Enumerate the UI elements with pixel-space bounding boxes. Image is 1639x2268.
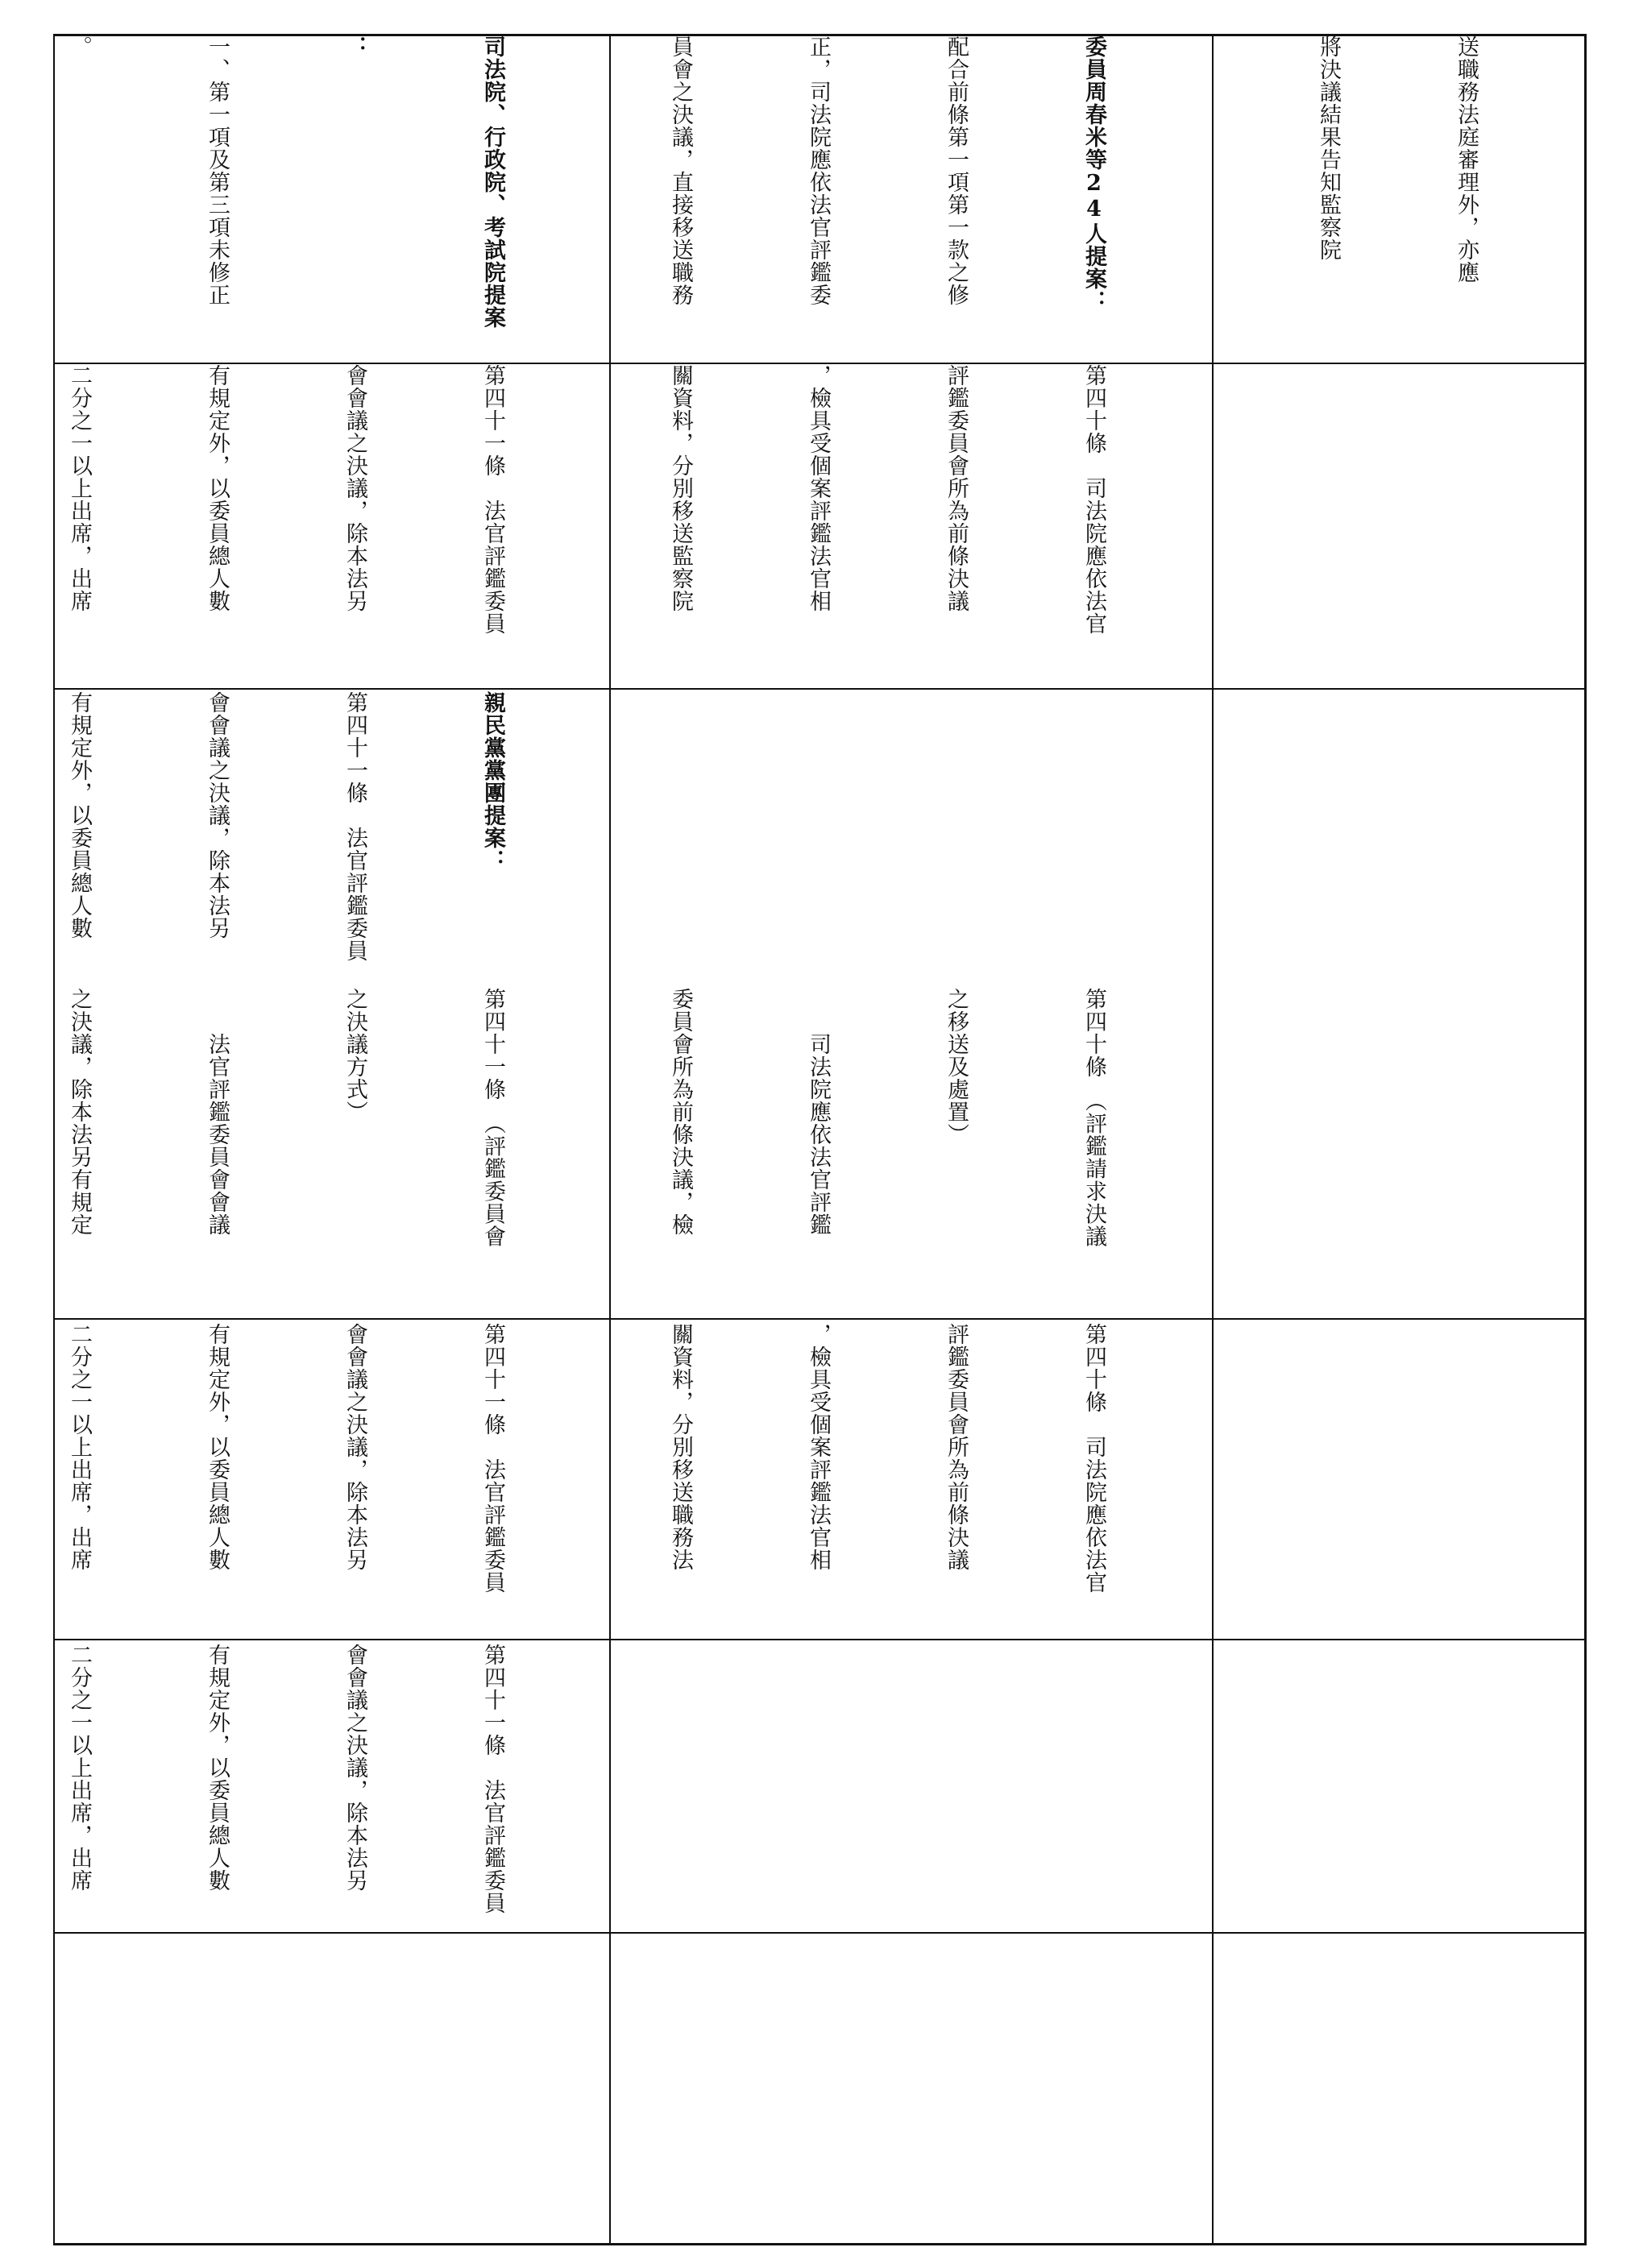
row-c-article-41-current: 第四十一條 法官評鑑委員 會會議之決議，除本法另 有規定外，以委員總人數 二分之一以上出席，出席 bbox=[67, 364, 505, 635]
column-divider-1 bbox=[609, 35, 611, 2245]
row-rule-5 bbox=[53, 1932, 1587, 1934]
row-c-explanation: 司法院、行政院、考試院提案 ： 一、第一項及第三項未修正 。 bbox=[67, 35, 505, 329]
row-rule-2 bbox=[53, 688, 1587, 690]
row-rule-3 bbox=[53, 1318, 1587, 1320]
row-b-article-40-amended: 第四十條 司法院應依法官 評鑑委員會所為前條決議 ，檢具受個案評鑑法官相 關資料，分別移送職務法 bbox=[668, 1323, 1106, 1594]
row-c-article-41-draft: 第四十一條 （評鑑委員會 之決議方式） 法官評鑑委員會會議 之決議，除本法另有規定 bbox=[67, 988, 505, 1248]
column-divider-2 bbox=[1212, 35, 1214, 2245]
row-c-article-41-amended: 第四十一條 法官評鑑委員 會會議之決議，除本法另 有規定外，以委員總人數 二分之一以上出席，出席 bbox=[67, 1323, 505, 1594]
right-border bbox=[1584, 35, 1587, 2245]
row-c-article-41-committee: 第四十一條 法官評鑑委員 會會議之決議，除本法另 有規定外，以委員總人數 二分之一以上出席，出席 bbox=[67, 1644, 505, 1914]
row-a-explanation-continued: 送職務法庭審理外，亦應 將決議結果告知監察院 bbox=[1316, 35, 1479, 284]
bottom-rule bbox=[53, 2243, 1587, 2245]
row-b-explanation: 委員周春米等24人提案： 配合前條第一項第一款之修 正，司法院應依法官評鑑委 員會之決議，直接移送職務 bbox=[668, 35, 1106, 313]
row-c-pfp-caucus-proposal: 親民黨黨團提案： 第四十一條 法官評鑑委員 會會議之決議，除本法另 有規定外，以委員總人數 bbox=[67, 691, 505, 962]
row-rule-4 bbox=[53, 1639, 1587, 1640]
row-b-article-40-current: 第四十條 司法院應依法官 評鑑委員會所為前條決議 ，檢具受個案評鑑法官相 關資料，分別移送監察院 bbox=[668, 364, 1106, 635]
left-border bbox=[53, 35, 55, 2245]
row-b-article-40-draft: 第四十條 （評鑑請求決議 之移送及處置） 司法院應依法官評鑑 委員會所為前條決議，檢 bbox=[668, 988, 1106, 1248]
row-a-note bbox=[612, 1937, 661, 2235]
row-c-note bbox=[56, 1937, 105, 2235]
